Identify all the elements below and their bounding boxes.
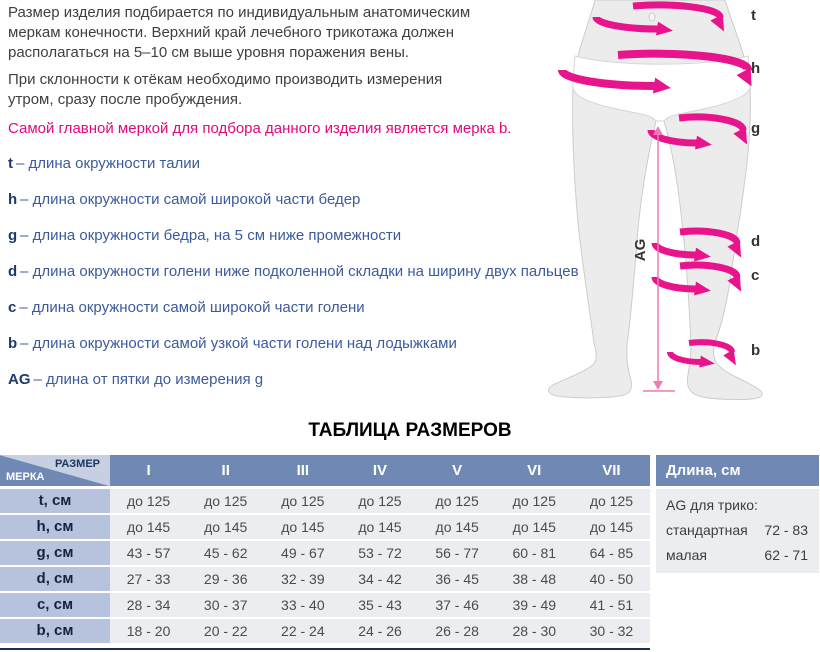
column-header: VII	[602, 462, 621, 479]
size-cell: до 125	[187, 489, 264, 513]
definition-desc: – длина окружности голени ниже подколенной складки на ширину двух пальцев	[20, 263, 579, 280]
diagram-label-ag: AG	[632, 238, 649, 262]
size-cell: до 145	[496, 515, 573, 539]
definition-item-g	[8, 226, 608, 246]
corner-razmer-label: РАЗМЕР	[54, 458, 100, 470]
size-cell: 39 - 49	[496, 593, 573, 617]
definition-desc: – длина окружности самой широкой части голени	[19, 299, 365, 316]
intro-paragraph-1	[8, 3, 608, 63]
intro-text-block	[8, 3, 608, 406]
diagram-label-b: b	[751, 342, 761, 359]
table-corner-cell	[0, 455, 110, 486]
size-table-body	[0, 489, 650, 643]
size-cell: 32 - 39	[264, 567, 341, 591]
row-label: h, см	[0, 515, 110, 539]
size-cell: 64 - 85	[573, 541, 650, 565]
column-header: II	[221, 462, 230, 479]
size-cell: 26 - 28	[419, 619, 496, 643]
size-cell: 22 - 24	[264, 619, 341, 643]
diagram-label-d: d	[751, 233, 761, 250]
size-cell: до 125	[419, 489, 496, 513]
definition-key: h	[8, 191, 18, 208]
column-header: V	[452, 462, 463, 479]
definition-desc: – длина окружности самой узкой части голени над лодыжками	[20, 335, 457, 352]
definition-key: d	[8, 263, 18, 280]
size-cell: 41 - 51	[573, 593, 650, 617]
length-name: малая	[666, 547, 707, 563]
definition-item-c	[8, 298, 608, 318]
definition-desc: – длина от пятки до измерения g	[33, 371, 264, 388]
intro-paragraph-2	[8, 70, 608, 110]
size-cell: до 125	[341, 489, 418, 513]
row-label: c, см	[0, 593, 110, 617]
size-cell: до 145	[419, 515, 496, 539]
size-cell: 38 - 48	[496, 567, 573, 591]
definition-item-b	[8, 334, 608, 354]
paragraph-line: Размер изделия подбирается по индивидуальным анатомическим	[8, 4, 471, 21]
row-label: t, см	[0, 489, 110, 513]
row-label: d, см	[0, 567, 110, 591]
definition-key: g	[8, 227, 18, 244]
column-header: IV	[372, 462, 388, 479]
size-cell: 20 - 22	[187, 619, 264, 643]
size-cell: до 125	[264, 489, 341, 513]
row-label: g, см	[0, 541, 110, 565]
size-cell: 18 - 20	[110, 619, 187, 643]
column-header: III	[296, 462, 310, 479]
corner-merka-label: МЕРКА	[6, 471, 45, 483]
size-cell: 36 - 45	[419, 567, 496, 591]
size-cell: 60 - 81	[496, 541, 573, 565]
column-header: I	[146, 462, 151, 479]
size-table-header	[0, 455, 650, 486]
definition-key: c	[8, 299, 17, 316]
length-panel-header: Длина, см	[656, 455, 819, 486]
definition-key: b	[8, 335, 18, 352]
size-cell: 28 - 34	[110, 593, 187, 617]
size-cell: до 125	[573, 489, 650, 513]
diagram-label-c: c	[751, 267, 760, 284]
size-cell: до 145	[110, 515, 187, 539]
size-cell: 49 - 67	[264, 541, 341, 565]
length-value: 72 - 83	[764, 522, 808, 538]
length-row-small	[666, 547, 808, 563]
diagram-label-h: h	[751, 60, 761, 77]
size-cell: до 145	[187, 515, 264, 539]
row-label: b, см	[0, 619, 110, 643]
length-panel	[656, 455, 819, 573]
size-cell: 45 - 62	[187, 541, 264, 565]
length-row-standard	[666, 522, 808, 538]
size-cell: 28 - 30	[496, 619, 573, 643]
size-cell: 40 - 50	[573, 567, 650, 591]
length-name: стандартная	[666, 522, 748, 538]
size-cell: 56 - 77	[419, 541, 496, 565]
size-cell: до 145	[264, 515, 341, 539]
size-cell: 35 - 43	[341, 593, 418, 617]
size-cell: 24 - 26	[341, 619, 418, 643]
definition-desc: – длина окружности самой широкой части бедер	[20, 191, 361, 208]
definition-key: t	[8, 155, 13, 172]
size-cell: до 125	[110, 489, 187, 513]
navel-dot	[649, 13, 655, 21]
size-cell: 37 - 46	[419, 593, 496, 617]
definition-item-h	[8, 190, 608, 210]
length-panel-subtitle: AG для трико:	[666, 497, 758, 513]
size-cell: 43 - 57	[110, 541, 187, 565]
measure-definitions-list	[8, 154, 608, 390]
length-value: 62 - 71	[764, 547, 808, 563]
definition-item-d	[8, 262, 608, 282]
diagram-label-t: t	[751, 7, 756, 24]
paragraph-line: утром, сразу после пробуждения.	[8, 91, 243, 108]
paragraph-line: располагаться на 5–10 см выше уровня поражения вены.	[8, 44, 410, 61]
size-cell: 53 - 72	[341, 541, 418, 565]
definition-desc: – длина окружности бедра, на 5 см ниже промежности	[20, 227, 402, 244]
diagram-label-g: g	[751, 120, 761, 137]
definition-item-t	[8, 154, 608, 174]
size-cell: до 145	[341, 515, 418, 539]
size-table	[0, 455, 650, 643]
key-measure-note: Самой главной меркой для подбора данного изделия является мерка b.	[8, 120, 512, 137]
column-header: VI	[527, 462, 542, 479]
table-title: ТАБЛИЦА РАЗМЕРОВ	[308, 420, 512, 441]
paragraph-line: меркам конечности. Верхний край лечебного трикотажа должен	[8, 24, 455, 41]
size-cell: 30 - 32	[573, 619, 650, 643]
size-cell: 30 - 37	[187, 593, 264, 617]
paragraph-line: При склонности к отёкам необходимо производить измерения	[8, 71, 443, 88]
definition-desc: – длина окружности талии	[16, 155, 201, 172]
size-cell: 33 - 40	[264, 593, 341, 617]
definition-item-ag	[8, 370, 608, 390]
definition-key: AG	[8, 371, 31, 388]
size-cell: до 125	[496, 489, 573, 513]
table-bottom-border	[0, 648, 650, 650]
size-cell: 27 - 33	[110, 567, 187, 591]
size-cell: до 145	[573, 515, 650, 539]
size-cell: 29 - 36	[187, 567, 264, 591]
length-panel-body	[656, 489, 819, 573]
size-cell: 34 - 42	[341, 567, 418, 591]
